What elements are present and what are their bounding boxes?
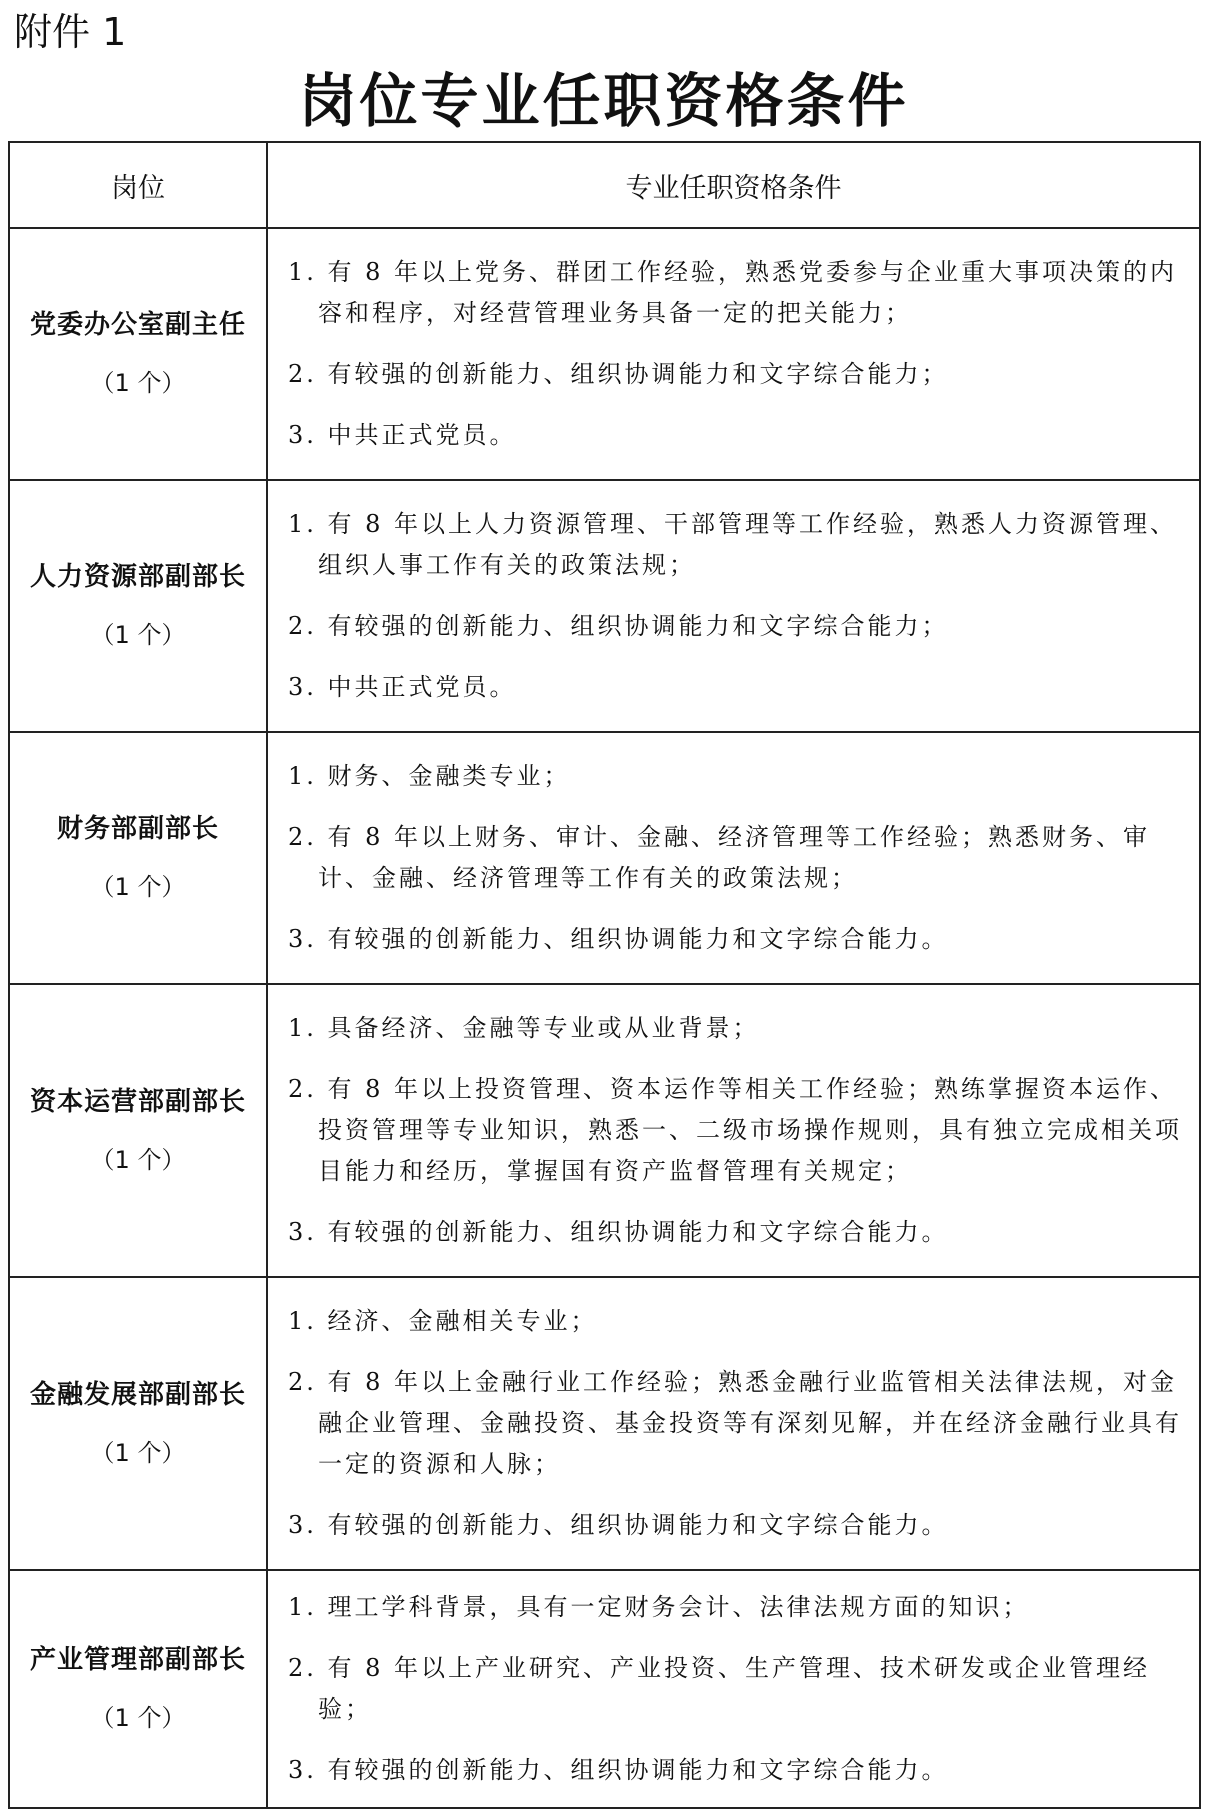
condition-item: 2. 有较强的创新能力、组织协调能力和文字综合能力；	[288, 360, 949, 388]
condition-item: 3. 中共正式党员。	[288, 673, 517, 701]
condition-item: 3. 有较强的创新能力、组织协调能力和文字综合能力。	[288, 1218, 949, 1246]
position-cell	[9, 984, 267, 1277]
condition-item: 1. 具备经济、金融等专业或从业背景；	[288, 1014, 760, 1042]
position-name: 党委办公室副主任	[29, 310, 246, 340]
position-count: （1 个）	[90, 1145, 186, 1174]
position-cell	[9, 732, 267, 984]
position-name: 财务部副部长	[56, 814, 219, 844]
condition-item: 1. 有 8 年以上人力资源管理、干部管理等工作经验，熟悉人力资源管理、组织人事工作有关的政策法规；	[288, 510, 1178, 579]
table-row	[9, 732, 1200, 984]
conditions-cell	[267, 1277, 1200, 1570]
condition-item: 3. 中共正式党员。	[288, 421, 517, 449]
position-name: 资本运营部副部长	[29, 1086, 246, 1117]
page-title: 岗位专业任职资格条件	[298, 67, 909, 135]
position-count: （1 个）	[90, 621, 186, 649]
position-cell	[9, 228, 267, 480]
position-count: （1 个）	[90, 873, 186, 901]
position-name: 人力资源部副部长	[29, 562, 246, 592]
condition-item: 2. 有 8 年以上产业研究、产业投资、生产管理、技术研发或企业管理经验；	[288, 1654, 1151, 1723]
condition-item: 1. 理工学科背景，具有一定财务会计、法律法规方面的知识；	[288, 1593, 1030, 1621]
table-row	[9, 228, 1200, 480]
column-header-position: 岗位	[9, 142, 267, 228]
conditions-cell	[267, 984, 1200, 1277]
table-row	[9, 984, 1200, 1277]
condition-item: 3. 有较强的创新能力、组织协调能力和文字综合能力。	[288, 925, 949, 953]
conditions-cell	[267, 732, 1200, 984]
condition-item: 3. 有较强的创新能力、组织协调能力和文字综合能力。	[288, 1511, 949, 1539]
position-cell	[9, 480, 267, 732]
condition-item: 2. 有 8 年以上金融行业工作经验；熟悉金融行业监管相关法律法规，对金融企业管理、金融投资、基金投资等有深刻见解，并在经济金融行业具有一定的资源和人脉；	[288, 1368, 1182, 1478]
condition-item: 3. 有较强的创新能力、组织协调能力和文字综合能力。	[288, 1756, 949, 1784]
table-row	[9, 1277, 1200, 1570]
position-count: （1 个）	[90, 369, 186, 397]
condition-item: 1. 有 8 年以上党务、群团工作经验，熟悉党委参与企业重大事项决策的内容和程序，对经营管理业务具备一定的把关能力；	[288, 258, 1178, 327]
conditions-cell	[267, 1570, 1200, 1808]
table-row	[9, 1570, 1200, 1808]
position-cell	[9, 1570, 267, 1808]
condition-item: 1. 经济、金融相关专业；	[288, 1307, 598, 1335]
attachment-label: 附件 1	[14, 10, 127, 54]
table-row	[9, 480, 1200, 732]
condition-item: 2. 有 8 年以上财务、审计、金融、经济管理等工作经验；熟悉财务、审计、金融、经济管理等工作有关的政策法规；	[288, 823, 1151, 892]
conditions-cell	[267, 228, 1200, 480]
column-header-conditions: 专业任职资格条件	[267, 142, 1200, 228]
qualification-table	[8, 141, 1201, 1809]
table-header-row	[9, 142, 1200, 228]
condition-item: 1. 财务、金融类专业；	[288, 762, 571, 790]
condition-item: 2. 有较强的创新能力、组织协调能力和文字综合能力；	[288, 612, 949, 640]
position-count: （1 个）	[90, 1704, 186, 1732]
conditions-cell	[267, 480, 1200, 732]
position-count: （1 个）	[90, 1438, 186, 1467]
position-name: 金融发展部副部长	[29, 1379, 246, 1410]
position-cell	[9, 1277, 267, 1570]
condition-item: 2. 有 8 年以上投资管理、资本运作等相关工作经验；熟练掌握资本运作、投资管理等专业知识，熟悉一、二级市场操作规则，具有独立完成相关项目能力和经历，掌握国有资产监督管理有关规定；	[288, 1075, 1182, 1185]
position-name: 产业管理部副部长	[29, 1645, 246, 1675]
